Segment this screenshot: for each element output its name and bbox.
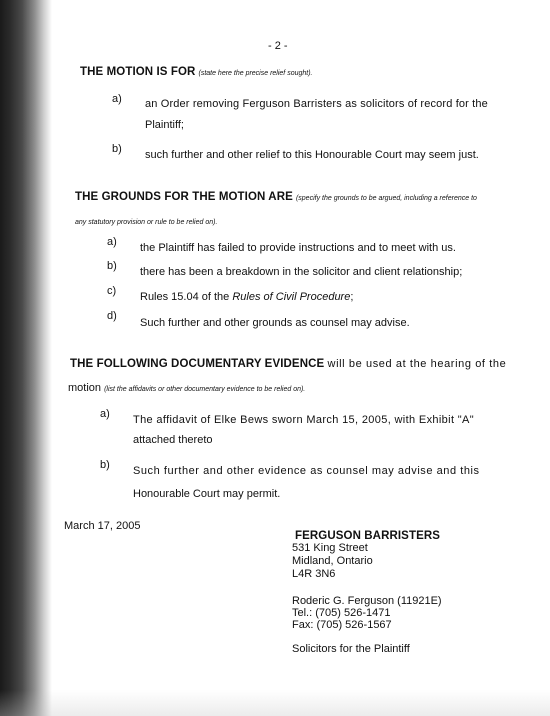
solicitors-role: Solicitors for the Plaintiff [292,643,410,655]
grounds-item-c-after: ; [350,291,354,303]
scan-edge-shadow [0,0,52,716]
evidence-item-b-line1: Such further and other evidence as counsel may advise and this [133,465,480,477]
firm-address-line-3: L4R 3N6 [292,568,336,580]
grounds-item-b-text: there has been a breakdown in the solicitor and client relationship; [140,266,463,278]
evidence-heading-tail: will be used at the hearing of the [327,358,507,370]
grounds-item-c-label: c) [107,285,117,297]
scan-bottom-shadow [0,690,550,716]
grounds-item-d-text: Such further and other grounds as counsel may advise. [140,317,410,329]
grounds-note-line1: (specify the grounds to be argued, including a reference to [295,195,477,202]
firm-address-line-2: Midland, Ontario [292,555,373,567]
motion-item-a-line2: Plaintiff; [145,119,184,131]
page-number: - 2 - [268,40,288,52]
contact-line-2: Tel.: (705) 526-1471 [292,607,391,619]
firm-name: FERGUSON BARRISTERS [295,530,441,542]
evidence-line2-start: motion [68,382,102,394]
motion-item-a-line1: an Order removing Ferguson Barristers as solicitors of record for the [145,98,488,110]
evidence-line2 [68,382,305,396]
motion-item-a-label: a) [112,93,122,105]
evidence-note: (list the affidavits or other documentary evidence to be relied on). [104,386,306,393]
motion-for-heading-line [80,66,313,80]
evidence-heading-line [70,358,506,371]
motion-for-heading: THE MOTION IS FOR [80,66,196,78]
firm-address-line-1: 531 King Street [292,542,368,554]
grounds-item-a-label: a) [107,236,117,248]
contact-line-3: Fax: (705) 526-1567 [292,619,392,631]
grounds-item-c-text [140,291,353,304]
motion-item-b-text: such further and other relief to this Honourable Court may seem just. [145,149,479,161]
grounds-heading: THE GROUNDS FOR THE MOTION ARE [75,191,293,203]
evidence-heading: THE FOLLOWING DOCUMENTARY EVIDENCE [70,358,325,370]
motion-item-b-label: b) [112,143,122,155]
grounds-item-b-label: b) [107,260,117,272]
grounds-item-c-before: Rules 15.04 of the [140,291,233,303]
evidence-item-b-label: b) [100,459,110,471]
evidence-item-a-line1: The affidavit of Elke Bews sworn March 15, 2005, with Exhibit "A" [133,414,474,426]
grounds-item-d-label: d) [107,310,117,322]
evidence-item-a-label: a) [100,408,110,420]
grounds-heading-line [75,191,477,205]
motion-for-note: (state here the precise relief sought). [198,70,313,77]
grounds-item-c-italic: Rules of Civil Procedure [232,291,351,303]
contact-line-1: Roderic G. Ferguson (11921E) [292,595,442,607]
evidence-item-a-line2: attached thereto [133,434,213,446]
evidence-item-b-line2: Honourable Court may permit. [133,488,281,500]
document-date: March 17, 2005 [64,520,141,532]
grounds-item-a-text: the Plaintiff has failed to provide instructions and to meet with us. [140,242,456,254]
grounds-note-line2: any statutory provision or rule to be relied on). [75,219,218,226]
